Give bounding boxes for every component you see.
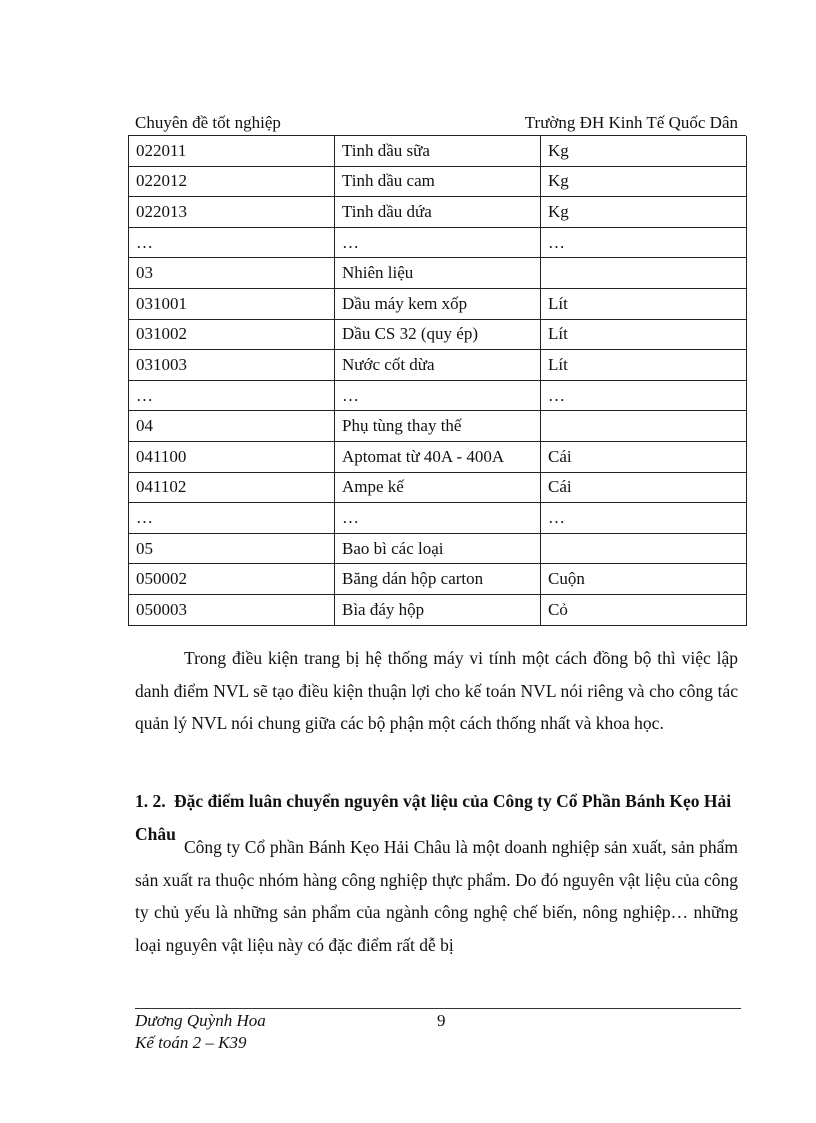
unit-cell: Cái — [541, 441, 747, 472]
code-cell: 050003 — [129, 594, 335, 625]
code-cell: 03 — [129, 258, 335, 289]
section-heading-number: 1. 2. — [135, 791, 166, 811]
material-name-cell: … — [335, 503, 541, 534]
table-row — [129, 227, 747, 258]
code-cell: … — [129, 227, 335, 258]
material-name-cell: Tinh dầu sữa — [335, 136, 541, 166]
code-cell: 05 — [129, 533, 335, 564]
page-number: 9 — [437, 1011, 446, 1030]
unit-cell: Cái — [541, 472, 747, 503]
paragraph-coding-benefit: Trong điều kiện trang bị hệ thống máy vi tính một cách đồng bộ thì việc lập danh điểm NVL sẽ tạo điều kiện thuận lợi cho kế toán NVL nói riêng và cho công tác quản lý NVL nói chung giữa các bộ phận một cách thống nhất và khoa học. — [135, 648, 738, 733]
table-row — [129, 533, 747, 564]
material-name-cell: Ampe kế — [335, 472, 541, 503]
table-row — [129, 564, 747, 595]
header-university: Trường ĐH Kinh Tế Quốc Dân — [524, 113, 738, 132]
page-footer — [135, 1010, 741, 1054]
table-row — [129, 288, 747, 319]
table-row — [129, 594, 747, 625]
code-cell: 031003 — [129, 350, 335, 381]
unit-cell: Lít — [541, 288, 747, 319]
table-row — [129, 319, 747, 350]
footer-author: Dương Quỳnh Hoa — [135, 1011, 266, 1030]
table-row — [129, 472, 747, 503]
material-name-cell: … — [335, 227, 541, 258]
material-name-cell: Bìa đáy hộp — [335, 594, 541, 625]
unit-cell: Cỏ — [541, 594, 747, 625]
table-row — [129, 136, 747, 166]
material-name-cell: Nước cốt dừa — [335, 350, 541, 381]
material-name-cell: Nhiên liệu — [335, 258, 541, 289]
code-cell: 041100 — [129, 441, 335, 472]
table-row — [129, 166, 747, 197]
unit-cell: Lít — [541, 319, 747, 350]
footer-course: Kế toán 2 – K39 — [135, 1033, 247, 1052]
material-name-cell: Phụ tùng thay thế — [335, 411, 541, 442]
unit-cell: … — [541, 227, 747, 258]
material-name-cell: Bao bì các loại — [335, 533, 541, 564]
material-name-cell: Dầu CS 32 (quy ép) — [335, 319, 541, 350]
material-name-cell: … — [335, 380, 541, 411]
code-cell: … — [129, 503, 335, 534]
material-name-cell: Băng dán hộp carton — [335, 564, 541, 595]
table-row — [129, 441, 747, 472]
unit-cell: Kg — [541, 197, 747, 228]
material-name-cell: Dầu máy kem xốp — [335, 288, 541, 319]
table-row — [129, 197, 747, 228]
code-cell: 022012 — [129, 166, 335, 197]
table-row — [129, 258, 747, 289]
unit-cell: … — [541, 503, 747, 534]
unit-cell: Kg — [541, 136, 747, 166]
material-name-cell: Tinh dầu cam — [335, 166, 541, 197]
table-row — [129, 411, 747, 442]
code-cell: 022011 — [129, 136, 335, 166]
code-cell: 022013 — [129, 197, 335, 228]
page-header — [135, 112, 738, 134]
paragraph-company-description: Công ty Cổ phần Bánh Kẹo Hải Châu là một doanh nghiệp sản xuất, sản phẩm sản xuất ra thuộc nhóm hàng công nghiệp thực phẩm. Do đó nguyên vật liệu của công ty chủ yếu là những sản phẩm của ngành công nghệ chế biến, nông nghiệp… những loại nguyên vật liệu này có đặc điểm rất dễ bị — [135, 837, 738, 955]
table-row — [129, 350, 747, 381]
unit-cell: Kg — [541, 166, 747, 197]
unit-cell: Cuộn — [541, 564, 747, 595]
footer-divider — [135, 1008, 741, 1009]
header-thesis-title: Chuyên đề tốt nghiệp — [135, 113, 281, 132]
table-row — [129, 380, 747, 411]
table-row — [129, 503, 747, 534]
unit-cell — [541, 533, 747, 564]
code-cell: 041102 — [129, 472, 335, 503]
unit-cell — [541, 411, 747, 442]
code-cell: 031001 — [129, 288, 335, 319]
code-cell: … — [129, 380, 335, 411]
unit-cell — [541, 258, 747, 289]
unit-cell: … — [541, 380, 747, 411]
code-cell: 031002 — [129, 319, 335, 350]
material-name-cell: Aptomat từ 40A - 400A — [335, 441, 541, 472]
code-cell: 04 — [129, 411, 335, 442]
material-code-table-body — [129, 136, 747, 625]
section-heading-text: Đặc điểm luân chuyển nguyên vật liệu của Công ty Cổ Phần Bánh Kẹo Hải Châu — [135, 791, 732, 844]
unit-cell: Lít — [541, 350, 747, 381]
material-code-table — [128, 136, 747, 626]
material-name-cell: Tinh dầu dứa — [335, 197, 541, 228]
code-cell: 050002 — [129, 564, 335, 595]
